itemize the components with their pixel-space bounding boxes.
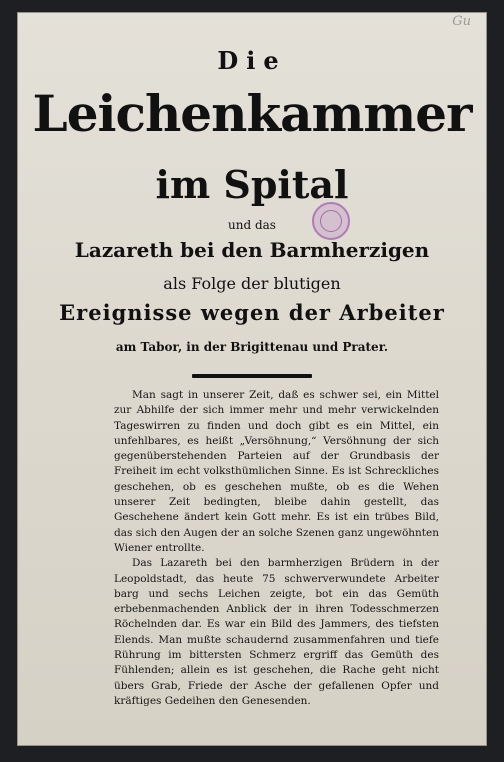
title-leichenkammer: Leichenkammer: [32, 84, 472, 143]
paragraph-2: Das Lazareth bei den barmherzigen Brüdern in der Leopoldstadt, das heute 75 schwerverwundete Arbeiter barg und sechs Leichen zeigte, bot ein das Gemüth erbebenmachenden Anblick der in ihren Todesschmerzen Röchelnden dar. Es war ein Bild des Jammers, des tiefsten Elends. Man mußte schaudernd zusammenfahren und tiefe Rührung im bittersten Schmerz ergriff das Gemüth des Fühlenden; allein es ist geschehen, die Rache geht nicht übers Grab, Friede der Asche der gefallenen Opfer und kräftiges Gedeihen den Genesenden.: [114, 557, 439, 707]
title-lazareth: Lazareth bei den Barmherzigen: [74, 238, 430, 262]
title-am-tabor: am Tabor, in der Brigittenau und Prater.: [115, 340, 389, 354]
title-line-die: Die: [217, 46, 287, 75]
title-im-spital: im Spital: [155, 162, 349, 207]
archive-pencil-note: Gu: [452, 14, 471, 29]
body-text: [114, 388, 439, 709]
title-als-folge: als Folge der blutigen: [163, 274, 341, 293]
title-und-das: und das: [228, 218, 276, 232]
paragraph-1: Man sagt in unserer Zeit, daß es schwer sei, ein Mittel zur Abhilfe der sich immer mehr und mehr verwickelnden Tageswirren zu finden und doch gibt es ein Mittel, ein unfehlbares, es heißt „Versöhnung,“ Versöhnung der sich gegenüberstehenden Parteien auf der Grundbasis der Freiheit im echt volksthümlichen Sinne. Es ist Schreckliches geschehen, ob es geschehen mußte, ob es die Wehen unserer Zeit bedingten, bleibe dahin gestellt, das Geschehene ändert kein Gott mehr. Es ist ein trübes Bild, das sich den Augen der an solche Szenen ganz ungewöhnten Wiener entrollte.: [114, 389, 439, 554]
poster-sheet: [17, 12, 487, 746]
title-ereignisse: Ereignisse wegen der Arbeiter: [59, 300, 445, 325]
divider-rule: [192, 374, 312, 378]
